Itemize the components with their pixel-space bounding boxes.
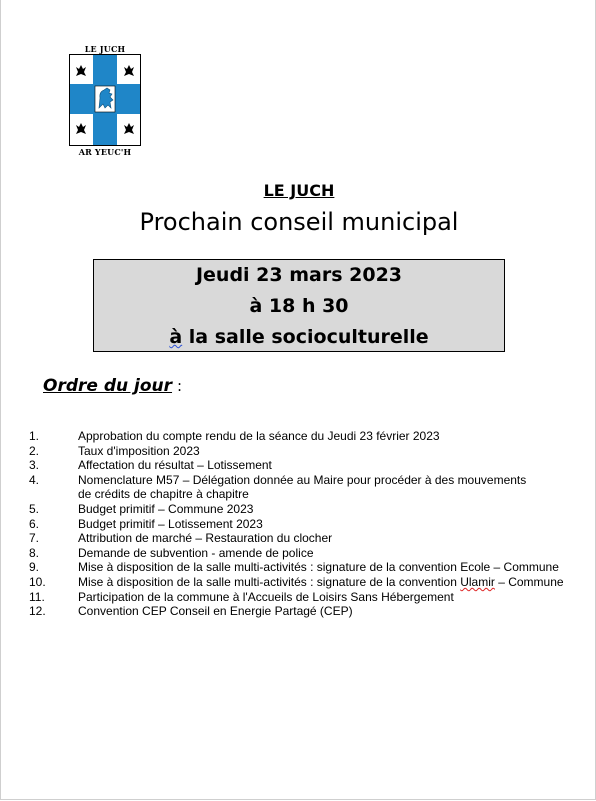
- meeting-date: Jeudi 23 mars 2023: [195, 264, 403, 286]
- agenda-heading: Ordre du jour :: [43, 376, 183, 396]
- agenda-item: 3. Affectation du résultat – Lotissement: [29, 458, 272, 473]
- agenda-item: 6. Budget primitif – Lotissement 2023: [29, 516, 263, 531]
- agenda-item: 5. Budget primitif – Commune 2023: [29, 501, 254, 516]
- page-title: Prochain conseil municipal: [139, 208, 459, 236]
- agenda-item: 12. Convention CEP Conseil en Energie Partagé (CEP): [29, 604, 353, 619]
- meeting-date-box: [93, 259, 505, 352]
- agenda-item: 7. Attribution de marché – Restauration du clocher: [29, 531, 333, 546]
- agenda-item: 8. Demande de subvention - amende de police: [29, 545, 314, 560]
- agenda-item: 2. Taux d'imposition 2023: [29, 443, 200, 458]
- agenda-item: 1. Approbation du compte rendu de la séance du Jeudi 23 février 2023: [29, 429, 440, 443]
- logo-bottom-text: AR YEUC'H: [78, 147, 132, 157]
- agenda-item: 11. Participation de la commune à l'Accueils de Loisirs Sans Hébergement: [29, 589, 454, 604]
- agenda-list: [1, 429, 596, 619]
- coat-of-arms-icon: [69, 54, 141, 146]
- logo-top-text: LE JUCH: [84, 44, 126, 54]
- town-name: LE JUCH: [263, 181, 335, 200]
- agenda-item: 4. Nomenclature M57 – Délégation donnée au Maire pour procéder à des mouvements de crédits de chapitre à chapitre: [29, 472, 527, 502]
- spellcheck-flagged-word: Ulamir: [460, 574, 495, 589]
- meeting-time: à 18 h 30: [249, 295, 349, 317]
- municipal-logo: [69, 44, 141, 158]
- agenda-item: 10. Mise à disposition de la salle multi-activités : signature de la convention Ulamir – Commune: [29, 574, 564, 589]
- agenda-item: 9. Mise à disposition de la salle multi-activités : signature de la convention Ecole – Commune: [29, 560, 559, 575]
- meeting-location: à la salle socioculturelle: [169, 326, 429, 348]
